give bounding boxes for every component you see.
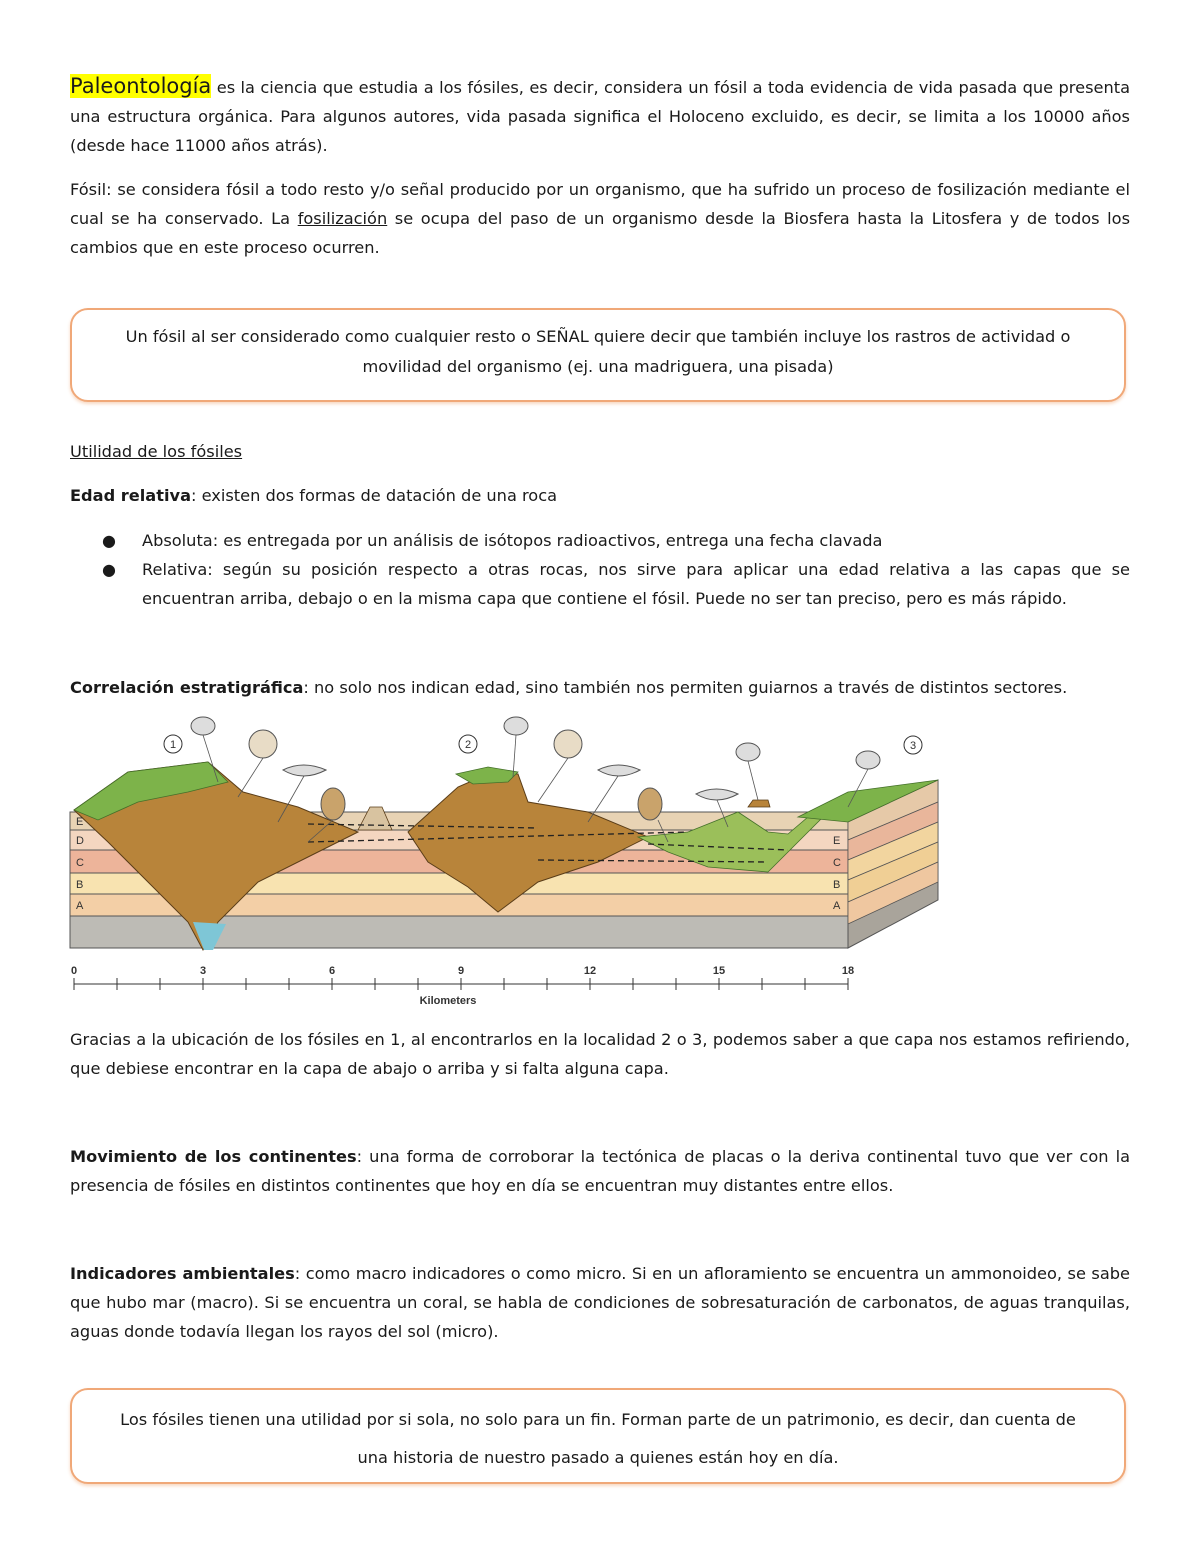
layer-label: C	[76, 857, 84, 869]
gracias-section	[70, 1025, 1130, 1083]
brachiopod-icon	[191, 717, 215, 735]
bullet-icon: ●	[102, 531, 116, 550]
edad-section	[70, 481, 1130, 613]
trilobite-icon	[638, 788, 662, 820]
km-scale-bar	[71, 965, 854, 1007]
scale-tick-label: 15	[712, 965, 726, 977]
stratigraphic-correlation-diagram	[68, 712, 958, 1012]
edad-paragraph	[70, 481, 1130, 510]
layer-label: E	[833, 835, 841, 847]
utilidad-heading: Utilidad de los fósiles	[70, 442, 243, 461]
fosil-definition-paragraph	[70, 175, 1130, 262]
indicadores-label: Indicadores ambientales	[70, 1264, 295, 1283]
ammonite-icon	[554, 730, 582, 758]
intro-section	[70, 72, 1130, 160]
indicadores-section	[70, 1259, 1130, 1346]
fosil-def-part1: Fósil: se considera fósil a todo resto y/o señal producido por un organismo, que ha sufrido un proceso de fosilización mediante el cual se ha conservado. La	[70, 180, 1130, 228]
scale-label: Kilometers	[419, 995, 477, 1007]
list-item	[70, 555, 1130, 613]
indicadores-text: : como macro indicadores o como micro. Si en un afloramiento se encuentra un ammonoideo, se sabe que hubo mar (macro). Si se encuentra un coral, se habla de condiciones de sobresaturación de carbonatos, de aguas tranquilas, aguas donde todavía llegan los rayos del sol (micro).	[70, 1264, 1130, 1341]
utilidad-section	[70, 437, 1130, 466]
intro-text: es la ciencia que estudia a los fósiles, es decir, considera un fósil a toda evidencia de vida pasada que presenta una estructura orgánica. Para algunos autores, vida pasada significa el Holoceno excluido, es decir, se limita a los 10000 años (desde hace 11000 años atrás).	[70, 78, 1130, 155]
fosil-definition-section	[70, 175, 1130, 262]
scale-tick-label: 12	[583, 965, 597, 977]
layer-label: A	[76, 900, 84, 912]
scale-tick-label: 6	[328, 965, 336, 977]
correlacion-section	[70, 673, 1130, 702]
brachiopod-icon	[856, 751, 880, 769]
correlacion-label: Correlación estratigráfica	[70, 678, 304, 697]
gracias-paragraph: Gracias a la ubicación de los fósiles en 1, al encontrarlos en la localidad 2 o 3, podemos saber a que capa nos estamos refiriendo, que debiese encontrar en la capa de abajo o arriba y si falta alguna capa.	[70, 1030, 1130, 1078]
layer-label: A	[833, 900, 841, 912]
note-box-senal-line2: movilidad del organismo (ej. una madriguera, una pisada)	[362, 357, 834, 376]
locality-number: 2	[464, 739, 472, 751]
note-box-patrimonio-line2: una historia de nuestro pasado a quienes están hoy en día.	[357, 1448, 839, 1467]
brachiopod-icon	[736, 743, 760, 761]
bivalve-icon	[283, 765, 326, 776]
note-box-patrimonio	[70, 1388, 1126, 1484]
correlacion-text: : no solo nos indican edad, sino también nos permiten guiarnos a través de distintos sectores.	[303, 678, 1068, 697]
bivalve-icon	[696, 789, 738, 800]
edad-text: : existen dos formas de datación de una roca	[191, 486, 558, 505]
bullet-relativa: Relativa: según su posición respecto a otras rocas, nos sirve para aplicar una edad relativa a las capas que se encuentran arriba, debajo o en la misma capa que contiene el fósil. Puede no ser tan preciso, pero es más rápido.	[142, 560, 1130, 608]
butte-3	[748, 800, 770, 807]
ammonite-icon	[249, 730, 277, 758]
landform-2-grass	[456, 767, 518, 784]
movimiento-text: : una forma de corroborar la tectónica de placas o la deriva continental tuvo que ver con la presencia de fósiles en distintos continentes que hoy en día se encuentran muy distantes entre ellos.	[70, 1147, 1131, 1195]
brachiopod-icon	[504, 717, 528, 735]
locality-markers	[164, 735, 922, 754]
layer-label: D	[76, 835, 84, 847]
trilobite-icon	[321, 788, 345, 820]
locality-number: 3	[909, 740, 917, 752]
movimiento-paragraph	[70, 1142, 1130, 1200]
list-item	[70, 526, 1130, 555]
scale-tick-label: 18	[841, 965, 855, 977]
layer-label: B	[833, 879, 841, 891]
indicadores-paragraph	[70, 1259, 1130, 1346]
scale-tick-label: 3	[199, 965, 207, 977]
layer-label: C	[833, 857, 841, 869]
movimiento-label: Movimiento de los continentes	[70, 1147, 357, 1166]
layer-label: B	[76, 879, 84, 891]
intro-term: Paleontología	[70, 74, 212, 98]
bivalve-icon	[598, 765, 640, 776]
bullet-icon: ●	[102, 560, 116, 579]
fosil-def-part2: se ocupa del paso de un organismo desde la Biosfera hasta la Litosfera y de todos los cambios que en este proceso ocurren.	[70, 209, 1130, 257]
edad-label: Edad relativa	[70, 486, 191, 505]
note-box-senal-line1: Un fósil al ser considerado como cualquier resto o SEÑAL quiere decir que también incluye los rastros de actividad o	[125, 327, 1071, 346]
note-box-patrimonio-line1: Los fósiles tienen una utilidad por si sola, no solo para un fin. Forman parte de un patrimonio, es decir, dan cuenta de	[120, 1410, 1076, 1429]
movimiento-section	[70, 1142, 1130, 1200]
layer-label: E	[76, 816, 84, 828]
correlacion-paragraph	[70, 673, 1130, 702]
edad-bullet-list	[70, 526, 1130, 613]
scale-tick-label: 9	[457, 965, 465, 977]
note-box-senal	[70, 308, 1126, 402]
scale-tick-label: 0	[70, 965, 78, 977]
intro-paragraph	[70, 72, 1130, 160]
locality-number: 1	[169, 739, 177, 751]
bullet-absoluta: Absoluta: es entregada por un análisis de isótopos radioactivos, entrega una fecha clavada	[142, 531, 883, 550]
fosilizacion-link[interactable]: fosilización	[297, 209, 388, 228]
